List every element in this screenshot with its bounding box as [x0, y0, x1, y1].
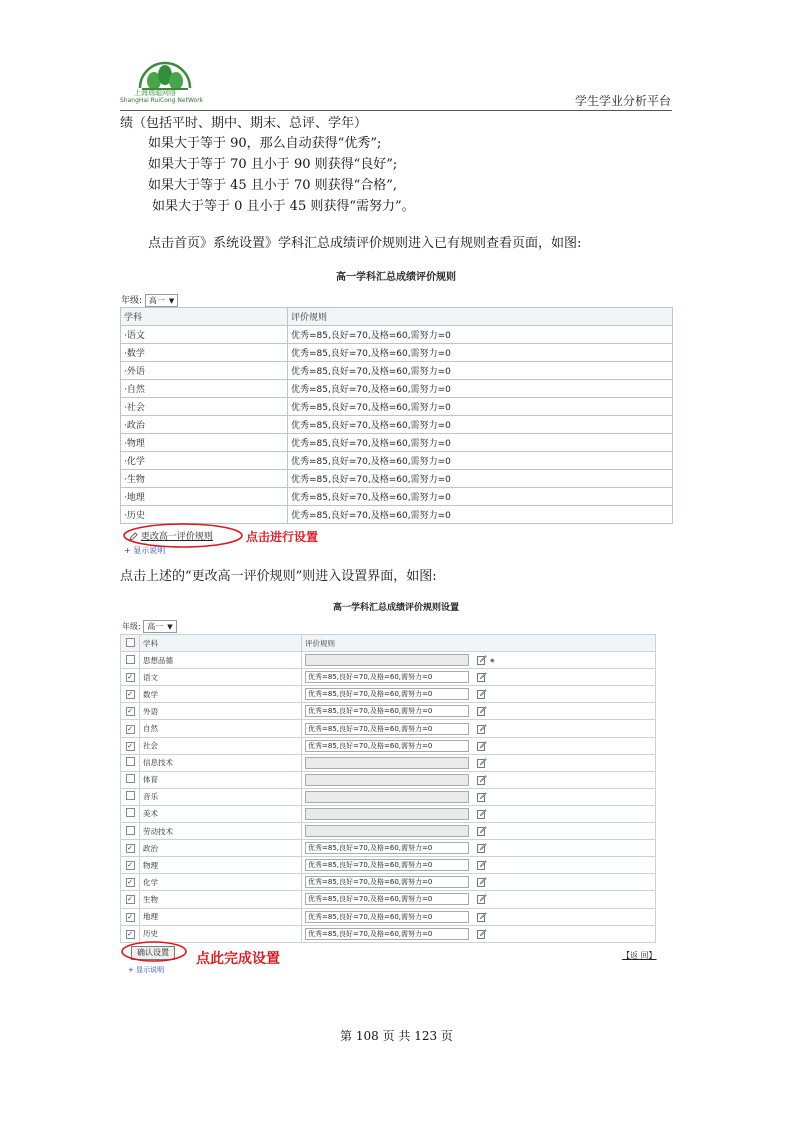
table-row — [121, 362, 673, 380]
rule-cell — [302, 874, 656, 891]
edit-icon[interactable] — [477, 775, 487, 785]
rule-cell: 优秀=85,良好=70,及格=60,需努力=0 — [288, 362, 673, 380]
row-checkbox[interactable]: ✓ — [127, 707, 133, 716]
back-link[interactable]: 【返 回】 — [622, 951, 657, 960]
table-row — [121, 506, 673, 524]
subject-cell: 地理 — [140, 908, 302, 925]
subject-cell: 劳动技术 — [140, 823, 302, 840]
edit-icon[interactable] — [477, 689, 487, 699]
edit-icon[interactable] — [477, 826, 487, 836]
row-checkbox-cell — [121, 669, 140, 686]
row-checkbox-cell — [121, 754, 140, 771]
rule-cell — [302, 771, 656, 788]
rule-cell: 优秀=85,良好=70,及格=60,需努力=0 — [288, 326, 673, 344]
rule-input[interactable]: 优秀=85,良好=70,及格=60,需努力=0 — [305, 859, 469, 871]
edit-icon[interactable] — [477, 912, 487, 922]
row-checkbox[interactable]: ✓ — [127, 929, 133, 938]
rule-cell — [302, 788, 656, 805]
year-label: 年级: — [121, 296, 143, 306]
rule-input[interactable]: 优秀=85,良好=70,及格=60,需努力=0 — [305, 928, 469, 940]
rule-input[interactable]: 优秀=85,良好=70,及格=60,需努力=0 — [305, 893, 469, 905]
col-rule-header: 评价规则 — [288, 308, 673, 326]
year-select[interactable]: 高一 ▼ — [143, 620, 176, 633]
edit-icon[interactable] — [477, 843, 487, 853]
table-row — [121, 686, 656, 703]
rule-cell: 优秀=85,良好=70,及格=60,需努力=0 — [288, 488, 673, 506]
table-row — [121, 669, 656, 686]
subject-cell: ·数学 — [121, 344, 288, 362]
edit-icon[interactable] — [477, 877, 487, 887]
chevron-down-icon: ▼ — [167, 623, 173, 631]
table-row — [121, 452, 673, 470]
edit-icon[interactable] — [477, 929, 487, 939]
edit-icon[interactable] — [477, 741, 487, 751]
edit-icon[interactable] — [477, 672, 487, 682]
table-row — [121, 754, 656, 771]
rule-cell: 优秀=85,良好=70,及格=60,需努力=0 — [288, 506, 673, 524]
rule-cell — [302, 891, 656, 908]
rule-input[interactable] — [305, 825, 469, 837]
subject-cell: ·化学 — [121, 452, 288, 470]
rule-cell: 优秀=85,良好=70,及格=60,需努力=0 — [288, 434, 673, 452]
rule-cell — [302, 840, 656, 857]
rule-cell — [302, 686, 656, 703]
rule-input[interactable]: 优秀=85,良好=70,及格=60,需努力=0 — [305, 705, 469, 717]
rule-cell — [302, 754, 656, 771]
rule-cell: 优秀=85,良好=70,及格=60,需努力=0 — [288, 344, 673, 362]
rule-input[interactable]: 优秀=85,良好=70,及格=60,需努力=0 — [305, 876, 469, 888]
edit-icon[interactable] — [477, 706, 487, 716]
row-checkbox-cell — [121, 737, 140, 754]
view-year-filter — [121, 293, 178, 307]
subject-cell: 社会 — [140, 737, 302, 754]
show-help-link-2[interactable]: + 显示说明 — [128, 966, 165, 974]
edit-icon[interactable] — [477, 894, 487, 904]
subject-cell: ·外语 — [121, 362, 288, 380]
select-all-cell — [121, 635, 140, 652]
table-row — [121, 416, 673, 434]
rule-input[interactable] — [305, 757, 469, 769]
between-text: 点击上述的“更改高一评价规则”则进入设置界面，如图: — [120, 569, 437, 584]
row-checkbox-cell — [121, 686, 140, 703]
rule-cell — [302, 737, 656, 754]
rule-input[interactable]: 优秀=85,良好=70,及格=60,需努力=0 — [305, 740, 469, 752]
table-row — [121, 823, 656, 840]
row-checkbox-cell — [121, 908, 140, 925]
edit-icon[interactable] — [477, 758, 487, 768]
chevron-down-icon: ▼ — [168, 297, 175, 305]
col-rule-header: 评价规则 — [302, 635, 656, 652]
rule-cell: 优秀=85,良好=70,及格=60,需努力=0 — [288, 470, 673, 488]
rule-cell — [302, 805, 656, 822]
settings-year-filter — [122, 620, 177, 633]
edit-icon[interactable] — [477, 724, 487, 734]
rule-cell — [302, 908, 656, 925]
annotation-set: 点击进行设置 — [246, 530, 319, 544]
row-checkbox[interactable]: ✓ — [127, 912, 133, 921]
subject-cell: 物理 — [140, 857, 302, 874]
intro-line-2: 如果大于等于 90，那么自动获得“优秀”; — [148, 136, 382, 151]
diamond-icon: ◆ — [490, 657, 495, 665]
subject-cell: 音乐 — [140, 788, 302, 805]
subject-cell: 自然 — [140, 720, 302, 737]
annotation-complete: 点此完成设置 — [196, 951, 280, 967]
header-divider — [120, 110, 672, 111]
rule-cell: 优秀=85,良好=70,及格=60,需努力=0 — [288, 416, 673, 434]
header-title: 学生学业分析平台 — [574, 94, 671, 108]
logo-text-cn: 上海瑞聪网络 — [134, 89, 176, 97]
show-help-link-1[interactable]: + 显示说明 — [124, 546, 166, 555]
table-row — [121, 908, 656, 925]
subject-cell: ·政治 — [121, 416, 288, 434]
row-checkbox[interactable]: ✓ — [127, 878, 133, 887]
subject-cell: 外语 — [140, 703, 302, 720]
rule-cell — [302, 652, 656, 669]
rule-cell: 优秀=85,良好=70,及格=60,需努力=0 — [288, 452, 673, 470]
edit-icon[interactable] — [477, 655, 487, 665]
rule-cell: 优秀=85,良好=70,及格=60,需努力=0 — [288, 380, 673, 398]
row-checkbox-cell — [121, 891, 140, 908]
row-checkbox-cell — [121, 771, 140, 788]
table-row — [121, 398, 673, 416]
rule-cell — [302, 857, 656, 874]
table-row — [121, 891, 656, 908]
table-row — [121, 488, 673, 506]
subject-cell: 历史 — [140, 925, 302, 942]
row-checkbox-cell — [121, 703, 140, 720]
table-header-row — [121, 308, 673, 326]
subject-cell: ·语文 — [121, 326, 288, 344]
row-checkbox[interactable] — [126, 808, 135, 817]
logo-text-en: ShangHai RuiCong NetWork — [120, 97, 204, 104]
rule-cell — [302, 925, 656, 942]
settings-table — [120, 634, 656, 943]
rule-input[interactable]: 优秀=85,良好=70,及格=60,需努力=0 — [305, 671, 469, 683]
subject-cell: 语文 — [140, 669, 302, 686]
rule-cell — [302, 669, 656, 686]
view-table-title: 高一学科汇总成绩评价规则 — [336, 272, 456, 283]
table-header-row — [121, 635, 656, 652]
row-checkbox[interactable] — [126, 655, 135, 664]
rule-input[interactable] — [305, 808, 469, 820]
edit-icon[interactable] — [477, 792, 487, 802]
subject-cell: 美术 — [140, 805, 302, 822]
table-row — [121, 840, 656, 857]
rule-input[interactable]: 优秀=85,良好=70,及格=60,需努力=0 — [305, 842, 469, 854]
rule-cell — [302, 703, 656, 720]
row-checkbox[interactable]: ✓ — [127, 844, 133, 853]
row-checkbox[interactable]: ✓ — [127, 690, 133, 699]
subject-cell: ·物理 — [121, 434, 288, 452]
year-select[interactable]: 高一 ▼ — [145, 294, 178, 307]
table-row — [121, 326, 673, 344]
row-checkbox[interactable]: ✓ — [127, 724, 133, 733]
table-row — [121, 788, 656, 805]
table-row — [121, 720, 656, 737]
col-subject-header: 学科 — [140, 635, 302, 652]
subject-cell: 数学 — [140, 686, 302, 703]
table-row — [121, 874, 656, 891]
select-all-checkbox[interactable] — [126, 638, 135, 647]
table-row — [121, 771, 656, 788]
rule-input[interactable]: 优秀=85,良好=70,及格=60,需努力=0 — [305, 911, 469, 923]
nav-instruction: 点击首页》系统设置》学科汇总成绩评价规则进入已有规则查看页面，如图: — [148, 236, 582, 251]
rule-input[interactable] — [305, 654, 469, 666]
table-row — [121, 434, 673, 452]
intro-line-4: 如果大于等于 45 且小于 70 则获得“合格”, — [148, 178, 398, 193]
rule-cell — [302, 823, 656, 840]
edit-link-label: 更改高一评价规则 — [140, 532, 213, 542]
subject-cell: ·历史 — [121, 506, 288, 524]
rule-cell — [302, 720, 656, 737]
row-checkbox-cell — [121, 823, 140, 840]
subject-cell: ·地理 — [121, 488, 288, 506]
row-checkbox[interactable]: ✓ — [127, 895, 133, 904]
subject-cell: 信息技术 — [140, 754, 302, 771]
page-number: 第 108 页 共 123 页 — [340, 1029, 453, 1043]
rule-input[interactable]: 优秀=85,良好=70,及格=60,需努力=0 — [305, 688, 469, 700]
row-checkbox-cell — [121, 857, 140, 874]
intro-line-5: 如果大于等于 0 且小于 45 则获得“需努力”。 — [152, 199, 415, 214]
table-row — [121, 925, 656, 942]
row-checkbox[interactable]: ✓ — [127, 861, 133, 870]
row-checkbox-cell — [121, 840, 140, 857]
settings-title: 高一学科汇总成绩评价规则设置 — [332, 603, 459, 613]
subject-cell: ·生物 — [121, 470, 288, 488]
row-checkbox[interactable] — [126, 757, 135, 766]
view-rules-table — [120, 307, 673, 524]
edit-icon[interactable] — [477, 809, 487, 819]
row-checkbox-cell — [121, 805, 140, 822]
row-checkbox-cell — [121, 788, 140, 805]
rule-input[interactable]: 优秀=85,良好=70,及格=60,需努力=0 — [305, 723, 469, 735]
row-checkbox-cell — [121, 874, 140, 891]
table-row — [121, 805, 656, 822]
table-row — [121, 344, 673, 362]
col-subject-header: 学科 — [121, 308, 288, 326]
subject-cell: 体育 — [140, 771, 302, 788]
table-row — [121, 857, 656, 874]
intro-line-3: 如果大于等于 70 且小于 90 则获得“良好”; — [148, 157, 398, 172]
table-row — [121, 380, 673, 398]
row-checkbox[interactable]: ✓ — [127, 741, 133, 750]
subject-cell: 化学 — [140, 874, 302, 891]
year-label: 年级: — [122, 622, 141, 631]
row-checkbox[interactable] — [126, 791, 135, 800]
rule-cell: 优秀=85,良好=70,及格=60,需努力=0 — [288, 398, 673, 416]
subject-cell: ·社会 — [121, 398, 288, 416]
highlight-circle-2 — [120, 940, 188, 963]
row-checkbox[interactable]: ✓ — [127, 673, 133, 682]
subject-cell: ·自然 — [121, 380, 288, 398]
edit-icon[interactable] — [477, 860, 487, 870]
table-row — [121, 652, 656, 669]
table-row — [121, 470, 673, 488]
intro-line-1: 绩（包括平时、期中、期末、总评、学年） — [120, 116, 368, 131]
confirm-settings-button[interactable]: 确认设置 — [131, 946, 175, 960]
table-row — [121, 703, 656, 720]
rule-input[interactable] — [305, 774, 469, 786]
row-checkbox-cell — [121, 720, 140, 737]
subject-cell: 生物 — [140, 891, 302, 908]
row-checkbox[interactable] — [126, 774, 135, 783]
row-checkbox[interactable] — [126, 826, 135, 835]
row-checkbox-cell — [121, 652, 140, 669]
table-row — [121, 737, 656, 754]
subject-cell: 思想品德 — [140, 652, 302, 669]
subject-cell: 政治 — [140, 840, 302, 857]
rule-input[interactable] — [305, 791, 469, 803]
